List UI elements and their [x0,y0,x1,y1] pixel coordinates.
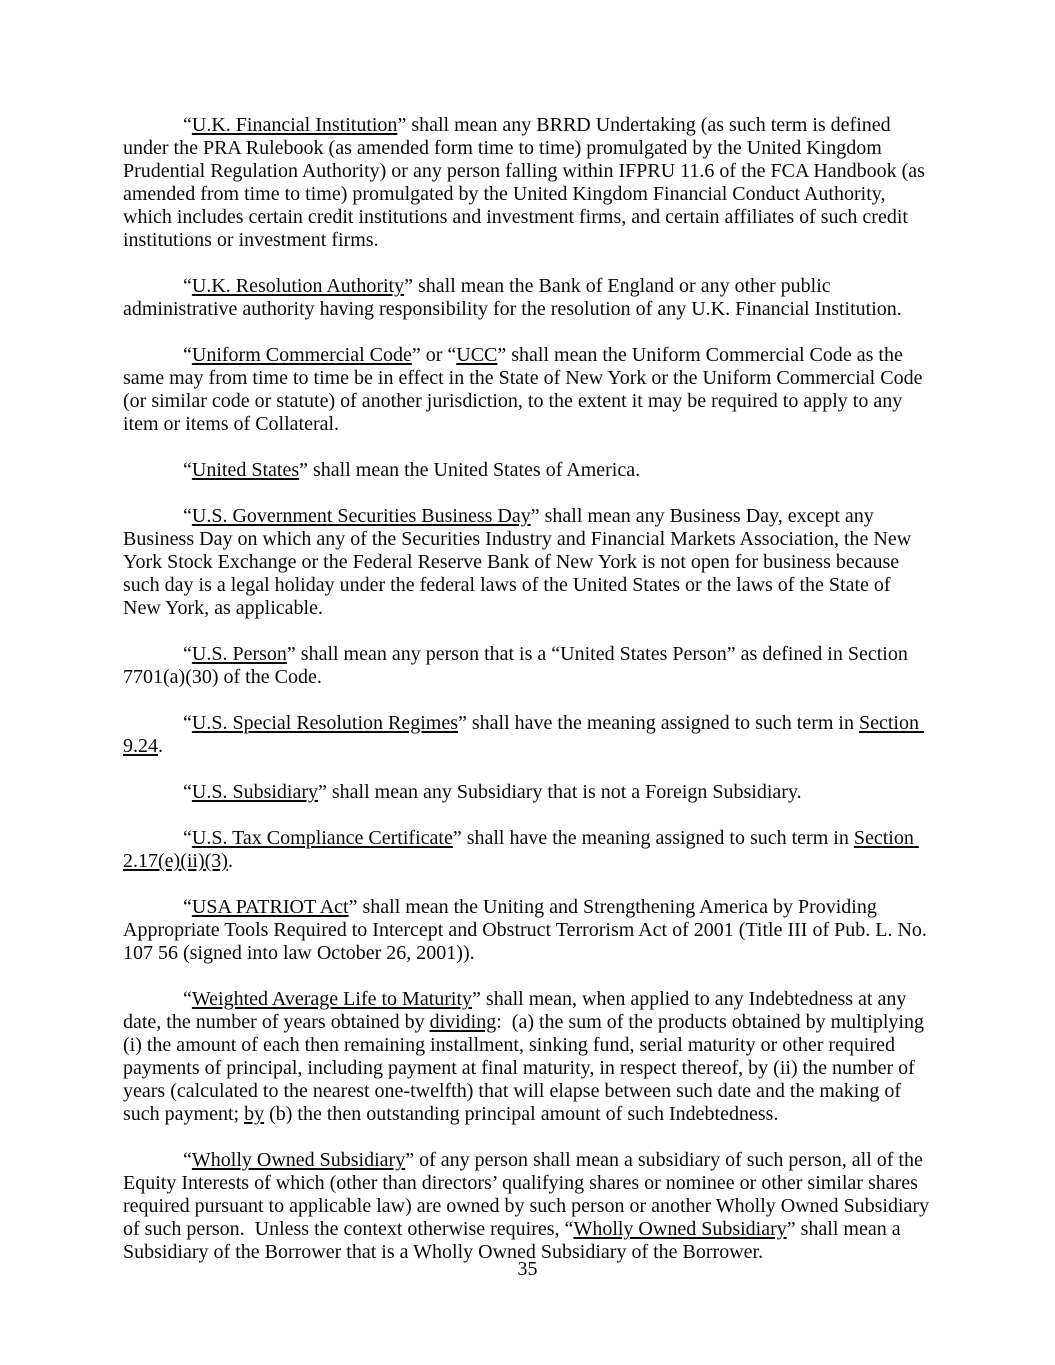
definition-paragraph: “U.S. Person” shall mean any person that is a “United States Person” as defined in Section 7701(a)(30) of the Code. [123,643,913,688]
defined-term: U.K. Resolution Authority [191,275,405,297]
defined-term: dividing [429,1011,497,1033]
definition-paragraph: “Weighted Average Life to Maturity” shall mean, when applied to any Indebtedness at any date, the number of years obtained by dividing: (a) the sum of the products obtained by multiplying (i) the amount of each then remaining installment, sinking fund, serial maturity or other required payments of principal, including payment at final maturity, in respect thereof, by (ii) the number of years (calculated to the nearest one-twelfth) that will elapse between such date and the making of such payment; by (b) the then outstanding principal amount of such Indebtedness. [123,988,929,1125]
page-footer [0,1258,1055,1281]
defined-term: U.K. Financial Institution [191,114,398,136]
defined-term: Weighted Average Life to Maturity [191,988,473,1010]
definition-paragraph: “U.K. Resolution Authority” shall mean the Bank of England or any other public administrative authority having responsibility for the resolution of any U.K. Financial Institution. [123,275,902,320]
defined-term: U.S. Special Resolution Regimes [191,712,458,734]
defined-term: Section 2.17(e)(ii)(3) [123,827,919,872]
definitions-text [123,114,933,1264]
defined-term: United States [191,459,300,481]
definition-paragraph: “Wholly Owned Subsidiary” of any person shall mean a subsidiary of such person, all of the Equity Interests of which (other than directors’ qualifying shares or nominee or other similar shares required pursuant to applicable law) are owned by such person or another Wholly Owned Subsidiary of such person. Unless the context otherwise requires, “Wholly Owned Subsidiary” shall mean a Subsidiary of the Borrower that is a Wholly Owned Subsidiary of the Borrower. [123,1149,935,1263]
definition-paragraph: “Uniform Commercial Code” or “UCC” shall mean the Uniform Commercial Code as the same may from time to time be in effect in the State of New York or the Uniform Commercial Code (or similar code or statute) of another jurisdiction, to the extent it may be required to apply to any item or items of Collateral. [123,344,928,435]
defined-term: UCC [456,344,498,366]
defined-term: Uniform Commercial Code [191,344,412,366]
definition-paragraph: “U.K. Financial Institution” shall mean any BRRD Undertaking (as such term is defined under the PRA Rulebook (as amended form time to time) promulgated by the United Kingdom Prudential Regulation Authority) or any person falling within IFPRU 11.6 of the FCA Handbook (as amended from time to time) promulgated by the United Kingdom Financial Conduct Authority, which includes certain credit institutions and investment firms, and certain affiliates of such credit institutions or investment firms. [123,114,930,251]
definition-paragraph: “United States” shall mean the United States of America. [183,459,641,481]
definition-paragraph: “U.S. Tax Compliance Certificate” shall have the meaning assigned to such term in Section 2.17(e)(ii)(3). [123,827,919,872]
defined-term: USA PATRIOT Act [191,896,349,918]
page-number: 35 [517,1258,538,1280]
definition-paragraph: “U.S. Special Resolution Regimes” shall have the meaning assigned to such term in Section 9.24. [123,712,924,757]
defined-term: U.S. Person [191,643,287,665]
defined-term: U.S. Government Securities Business Day [191,505,531,527]
defined-term: Section 9.24 [123,712,924,757]
definition-paragraph: “USA PATRIOT Act” shall mean the Uniting and Strengthening America by Providing Appropriate Tools Required to Intercept and Obstruct Terrorism Act of 2001 (Title III of Pub. L. No. 107 56 (signed into law October 26, 2001)). [123,896,932,964]
defined-term: U.S. Subsidiary [191,781,319,803]
definition-paragraph: “U.S. Subsidiary” shall mean any Subsidiary that is not a Foreign Subsidiary. [183,781,802,803]
defined-term: Wholly Owned Subsidiary [573,1218,787,1240]
definition-paragraph: “U.S. Government Securities Business Day” shall mean any Business Day, except any Business Day on which any of the Securities Industry and Financial Markets Association, the New York Stock Exchange or the Federal Reserve Bank of New York is not open for business because such day is a legal holiday under the federal laws of the United States or the laws of the State of New York, as applicable. [123,505,916,619]
defined-term: Wholly Owned Subsidiary [191,1149,406,1171]
defined-term: by [244,1103,265,1125]
defined-term: U.S. Tax Compliance Certificate [191,827,453,849]
